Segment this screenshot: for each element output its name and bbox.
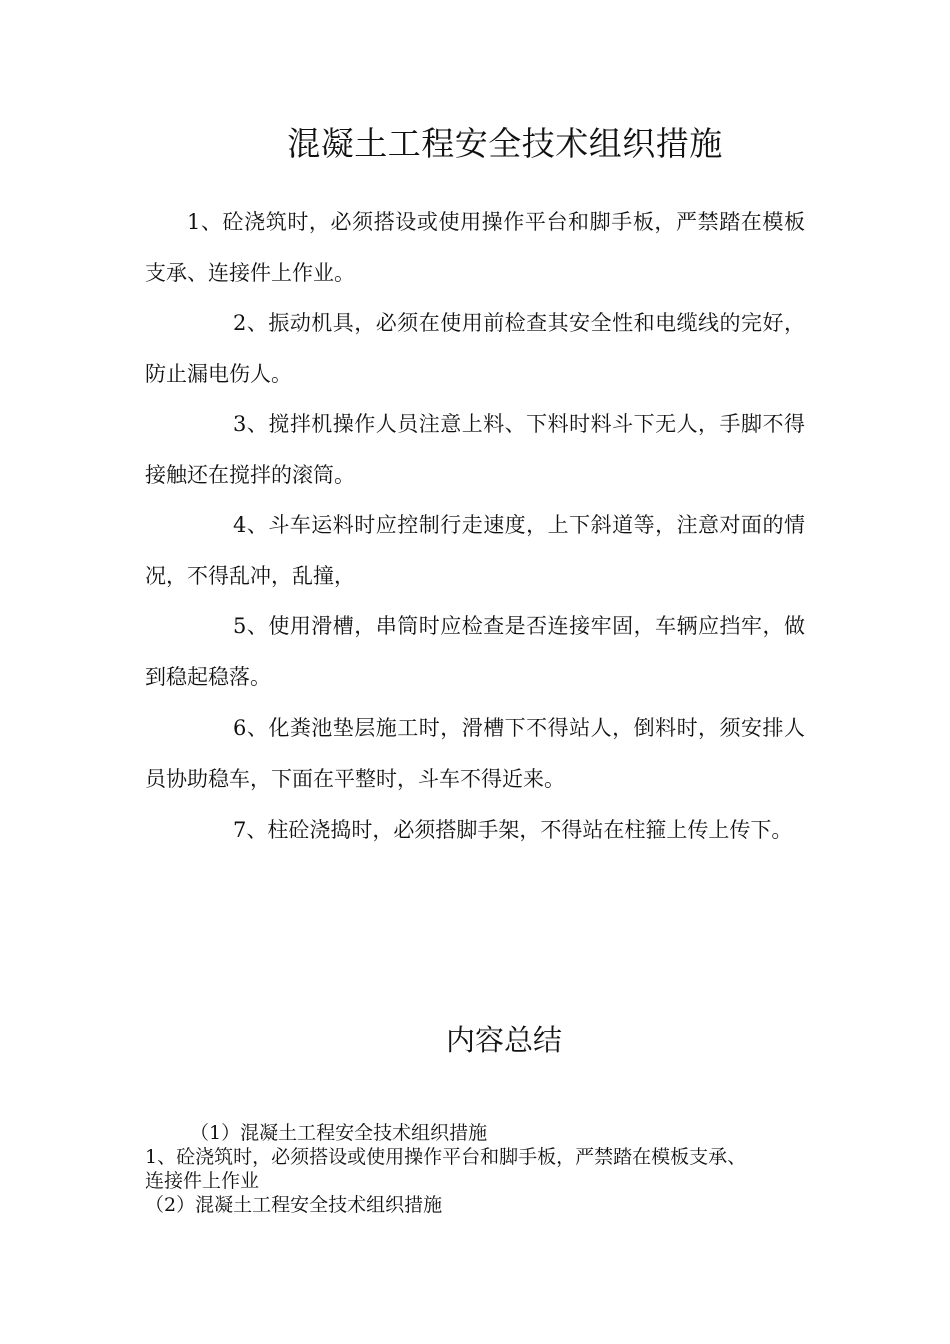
body-paragraph-7-block (145, 805, 805, 856)
summary-item-heading: （1）混凝土工程安全技术组织措施 (190, 1122, 488, 1144)
summary-item-text: 1、砼浇筑时，必须搭设或使用操作平台和脚手板，严禁踏在模板支承、 (145, 1146, 747, 1168)
body-paragraph: 2、振动机具，必须在使用前检查其安全性和电缆线的完好，防止漏电伤人。 (145, 311, 805, 386)
body-paragraph: 6、化粪池垫层施工时，滑槽下不得站人，倒料时，须安排人员协助稳车，下面在平整时，斗车不得近来。 (145, 716, 805, 791)
body-paragraph-4-block (145, 500, 805, 602)
summary-item-heading: （2）混凝土工程安全技术组织措施 (145, 1194, 443, 1216)
body-paragraph: 3、搅拌机操作人员注意上料、下料时料斗下无人，手脚不得接触还在搅拌的滚筒。 (145, 412, 805, 487)
body-paragraph: 7、柱砼浇捣时，必须搭脚手架，不得站在柱箍上传上传下。 (233, 818, 793, 842)
body-paragraph-2-block (145, 298, 805, 400)
body-paragraph-5-block (145, 601, 805, 703)
summary-item-text: 连接件上作业 (145, 1170, 260, 1192)
document-title: 混凝土工程安全技术组织措施 (287, 124, 723, 163)
body-paragraph-6-block (145, 703, 805, 805)
body-paragraph: 1、砼浇筑时，必须搭设或使用操作平台和脚手板，严禁踏在模板支承、连接件上作业。 (145, 210, 805, 285)
body-paragraph-1-block (145, 197, 805, 299)
body-paragraph-3-block (145, 399, 805, 501)
summary-title: 内容总结 (445, 1023, 562, 1057)
body-paragraph: 4、斗车运料时应控制行走速度，上下斜道等，注意对面的情况，不得乱冲，乱撞， (145, 513, 805, 588)
summary-block (145, 1121, 810, 1217)
body-paragraph: 5、使用滑槽，串筒时应检查是否连接牢固，车辆应挡牢，做到稳起稳落。 (145, 614, 805, 689)
